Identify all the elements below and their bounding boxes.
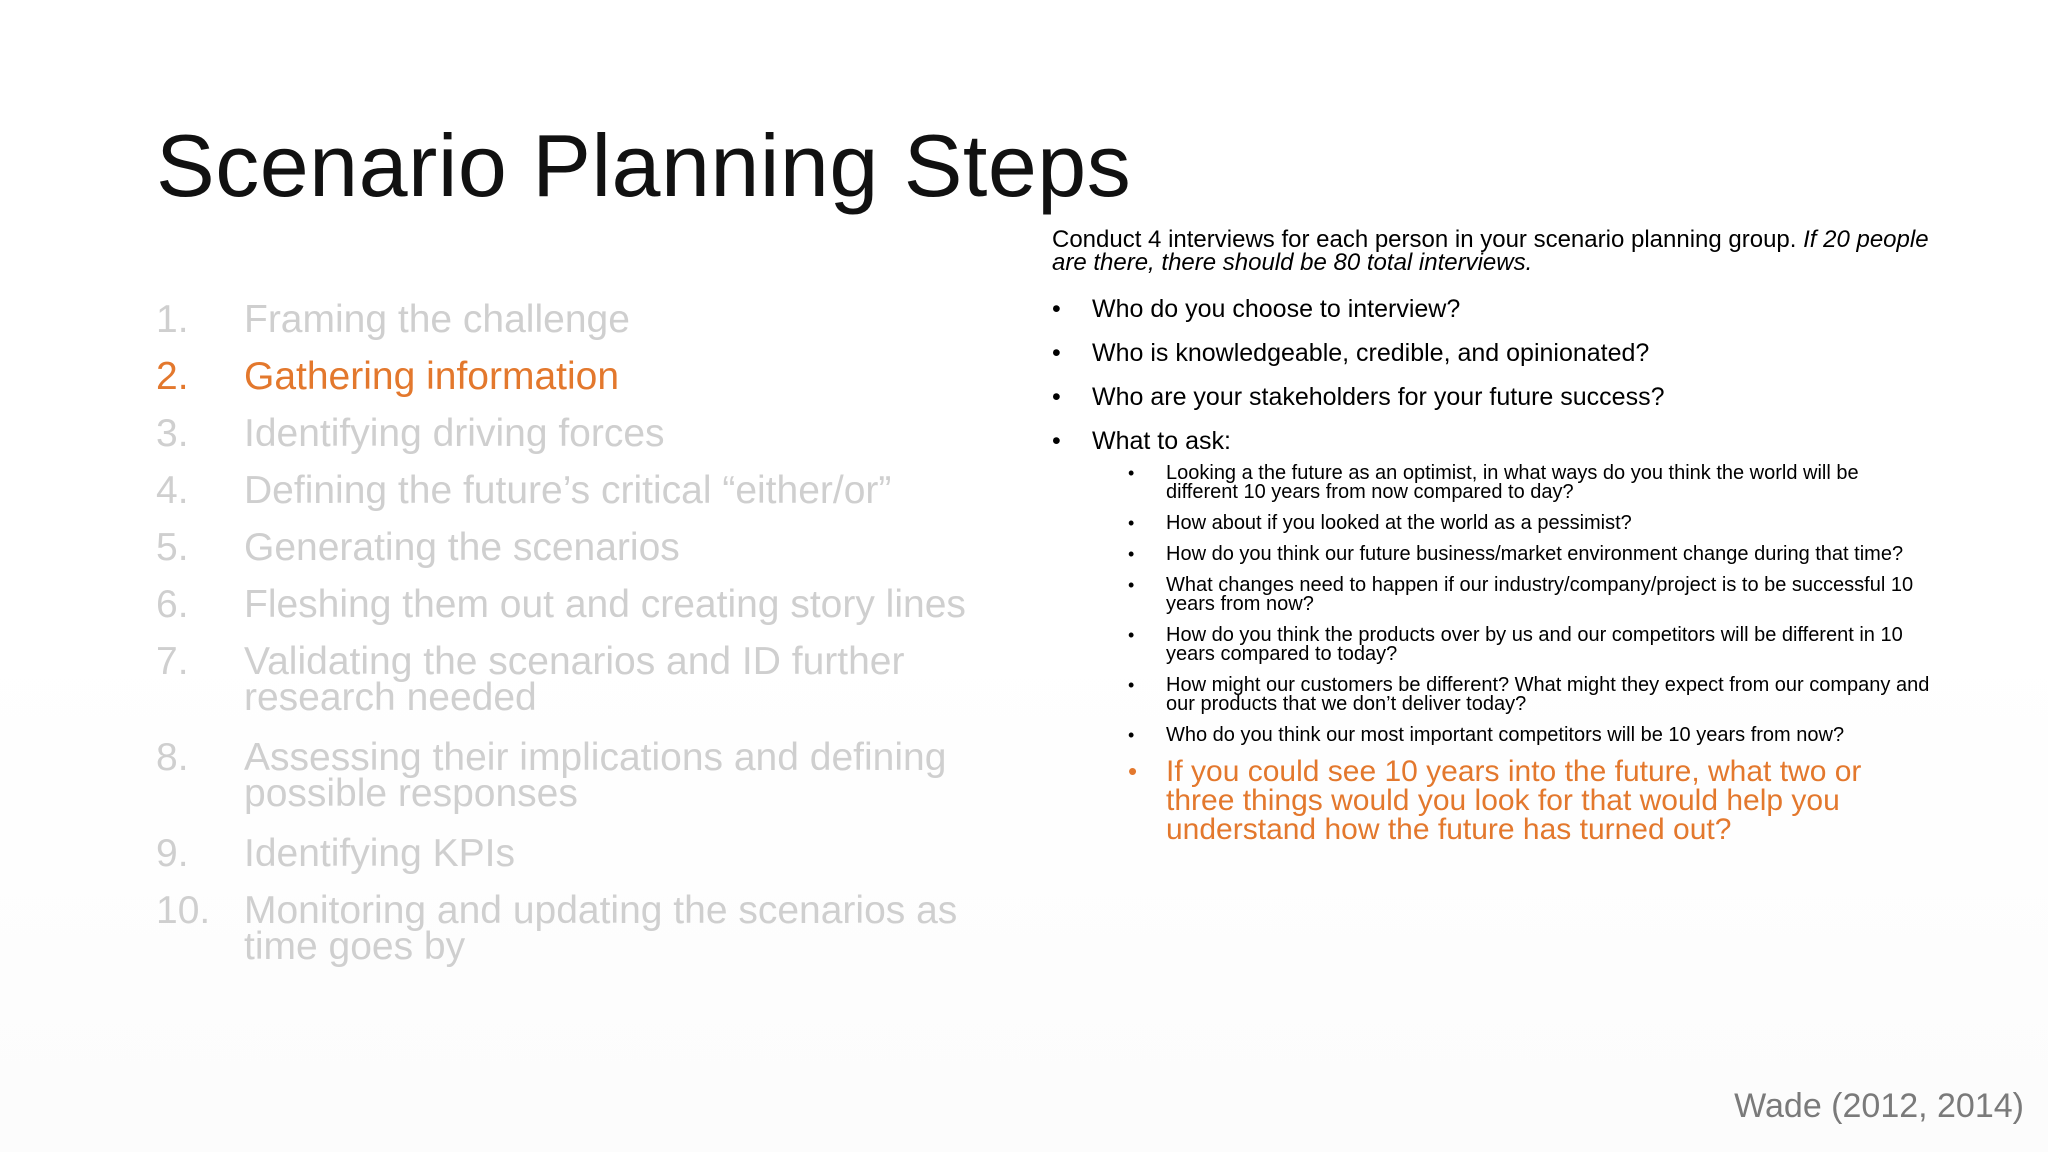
step-item-active [156,355,1006,398]
step-label: Monitoring and updating the scenarios as time goes by [244,889,958,968]
step-label: Assessing their implications and defining possible responses [244,736,947,815]
sub-question-text: Looking a the future as an optimist, in what ways do you think the world will be different 10 years from now compared to day? [1166,462,1859,503]
bullet-icon: • [1128,544,1135,564]
step-label: Gathering information [244,355,620,398]
sub-question-text: What changes need to happen if our industry/company/project is to be successful 10 years from now? [1166,574,1914,615]
step-number: 10. [156,889,211,932]
step-number: 5. [156,526,189,569]
sub-question-text: How might our customers be different? What might they expect from our company and our products that we don’t deliver today? [1166,674,1930,715]
intro-paragraph [1052,228,1932,274]
steps-list [156,298,1006,986]
question-text: Who is knowledgeable, credible, and opinionated? [1092,339,1650,367]
step-number: 9. [156,832,189,875]
step-number: 1. [156,298,189,341]
bullet-icon: • [1128,575,1135,595]
step-label: Fleshing them out and creating story lines [244,583,966,626]
step-item [156,412,1006,455]
bullet-icon: • [1128,513,1135,533]
sub-question-text: How about if you looked at the world as a pessimist? [1166,512,1632,534]
sub-question-item [1128,626,1932,664]
question-text: What to ask: [1092,427,1231,455]
sub-question-item [1128,464,1932,502]
sub-question-item [1128,545,1932,564]
step-number: 7. [156,640,189,683]
step-number: 8. [156,736,189,779]
sub-question-text: How do you think our future business/market environment change during that time? [1166,543,1904,565]
slide-title: Scenario Planning Steps [156,116,1132,215]
step-number: 3. [156,412,189,455]
step-label: Generating the scenarios [244,526,680,569]
bullet-icon: • [1128,725,1135,745]
step-item [156,469,1006,512]
step-item [156,640,1006,719]
step-number: 6. [156,583,189,626]
bullet-icon: • [1128,675,1135,695]
step-label: Identifying KPIs [244,832,515,875]
step-label: Framing the challenge [244,298,630,341]
sub-question-text: Who do you think our most important competitors will be 10 years from now? [1166,724,1845,746]
step-item [156,526,1006,569]
question-text: Who do you choose to interview? [1092,295,1461,323]
step-number: 2. [156,355,189,398]
sub-question-text: How do you think the products over by us and our competitors will be different in 10 years compared to today? [1166,624,1903,665]
question-item [1052,426,1932,456]
highlight-question-item [1128,757,1932,844]
question-list [1052,294,1932,456]
bullet-icon: • [1052,383,1061,411]
sub-question-item [1128,676,1932,714]
intro-italic: If 20 people are there, there should be 80 total interviews. [1052,226,1929,276]
question-text: Who are your stakeholders for your future success? [1092,383,1665,411]
question-item [1052,294,1932,324]
question-item [1052,382,1932,412]
question-item [1052,338,1932,368]
bullet-icon: • [1128,756,1138,786]
bullet-icon: • [1128,625,1135,645]
step-label: Identifying driving forces [244,412,665,455]
step-item [156,889,1006,968]
bullet-icon: • [1128,463,1135,483]
highlight-question-text: If you could see 10 years into the future, what two or three things would you look for that would help you understand how the future has turned out? [1166,755,1862,846]
step-item [156,832,1006,875]
interview-panel [1052,228,1932,856]
sub-question-list [1128,464,1932,844]
sub-question-item [1128,726,1932,745]
step-number: 4. [156,469,189,512]
step-item [156,736,1006,815]
step-item [156,583,1006,626]
step-label: Validating the scenarios and ID further research needed [244,640,905,719]
bullet-icon: • [1052,339,1061,367]
bullet-icon: • [1052,427,1061,455]
intro-text: Conduct 4 interviews for each person in your scenario planning group. [1052,226,1797,253]
step-item [156,298,1006,341]
sub-question-item [1128,514,1932,533]
bullet-icon: • [1052,295,1061,323]
citation: Wade (2012, 2014) [1734,1087,2024,1125]
step-label: Defining the future’s critical “either/or” [244,469,892,512]
sub-question-item [1128,576,1932,614]
